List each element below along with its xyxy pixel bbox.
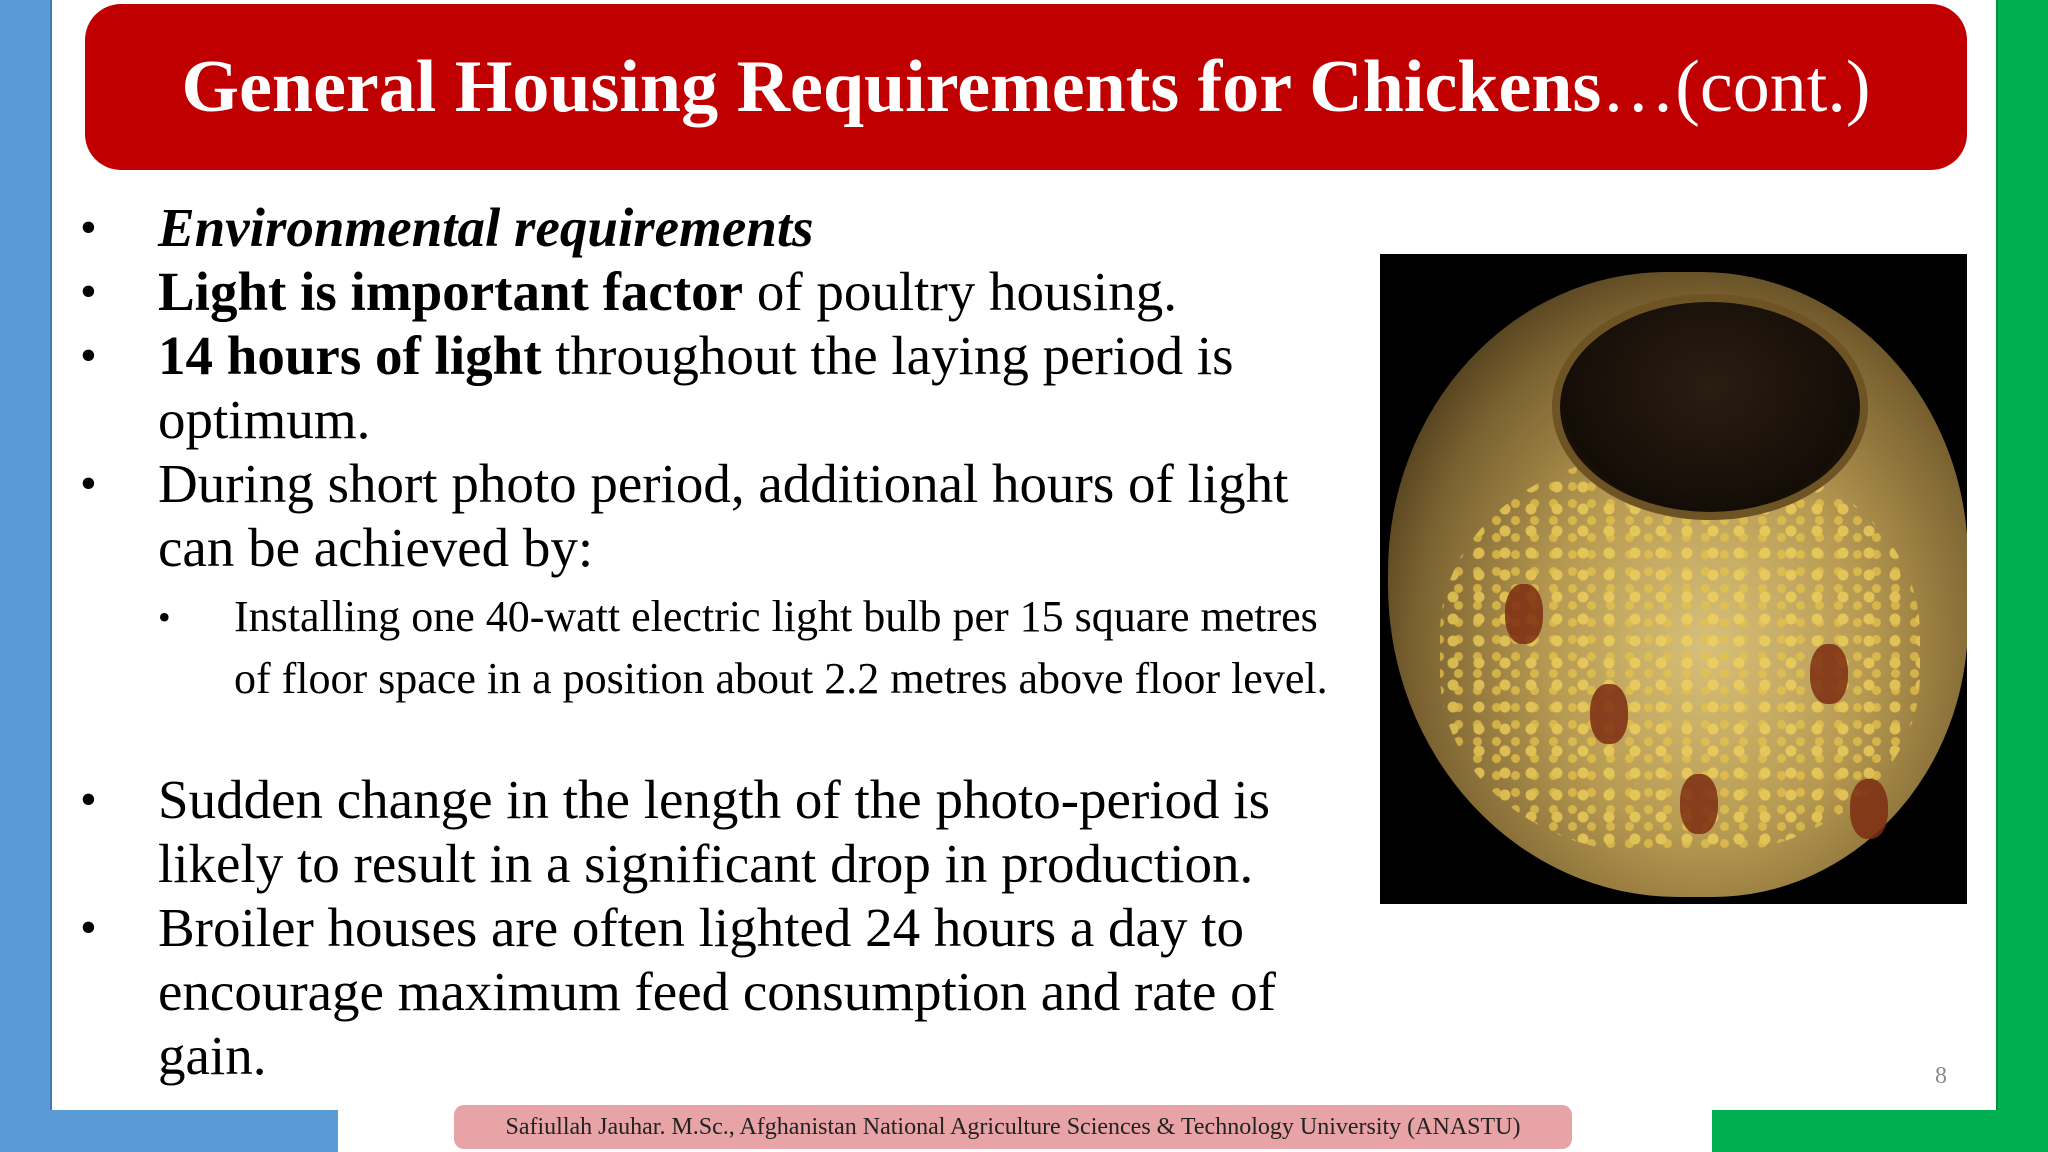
right-accent-foot (1712, 1110, 2000, 1152)
bullet-item (158, 196, 1388, 260)
bullet-item: Sudden change in the length of the photo-period is likely to result in a significant drop in production. (158, 769, 1270, 894)
bullet-item (158, 260, 1388, 324)
left-accent-bar (0, 0, 50, 1152)
bullet-bold-text: Light is important factor (158, 261, 744, 322)
photo-hen (1810, 644, 1848, 704)
sub-bullet-item: Installing one 40-watt electric light bulb per 15 square metres of floor space in a position about 2.2 metres above floor level. (234, 592, 1328, 703)
bullet-marker: • (80, 265, 97, 318)
photo-hen (1850, 779, 1888, 839)
slide-title-cont: …(cont.) (1601, 46, 1871, 128)
photo-hen (1680, 774, 1718, 834)
left-accent-foot (50, 1110, 338, 1152)
bullet-item: Broiler houses are often lighted 24 hours a day to encourage maximum feed consumption and rate of gain. (158, 897, 1276, 1086)
bullet-marker: • (80, 457, 97, 510)
bullet-marker: • (80, 329, 97, 382)
slide-title-main: General Housing Requirements for Chickens (181, 46, 1602, 128)
bullet-marker: • (80, 201, 97, 254)
bullet-marker: • (80, 901, 97, 954)
photo-hen (1590, 684, 1628, 744)
sub-bullet-marker: • (158, 597, 171, 637)
bullet-marker: • (80, 773, 97, 826)
right-accent-bar (1998, 0, 2048, 1152)
bullet-heading: Environmental requirements (158, 197, 814, 258)
bullet-text: throughout the laying period is optimum. (158, 325, 1234, 450)
bullet-item: During short photo period, additional hours of light can be achieved by: (158, 453, 1289, 578)
page-number: 8 (1935, 1063, 1947, 1089)
photo-hen (1505, 584, 1543, 644)
chicks-brooder-photo (1380, 254, 1967, 904)
slide-title (181, 46, 1871, 128)
bullet-bold-text: 14 hours of light (158, 325, 542, 386)
bullet-item (158, 324, 1358, 452)
title-banner (85, 4, 1967, 170)
photo-brooder-hood (1560, 302, 1860, 512)
bullet-text: of poultry housing. (743, 261, 1177, 322)
footer-credit: Safiullah Jauhar. M.Sc., Afghanistan National Agriculture Sciences & Technology University (ANASTU) (454, 1105, 1572, 1149)
